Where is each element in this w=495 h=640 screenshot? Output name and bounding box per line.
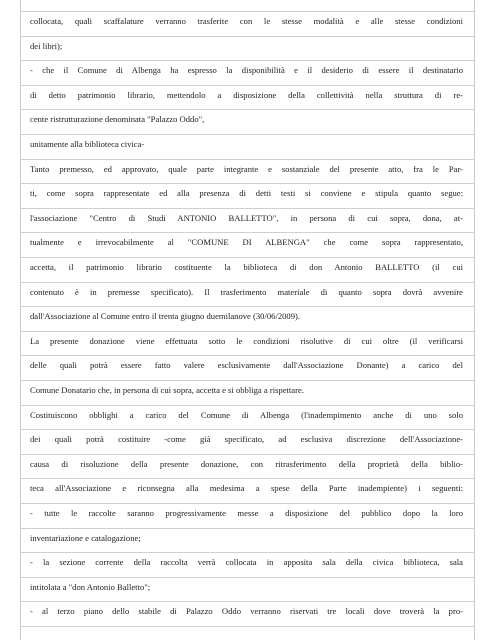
- rule-line: [20, 282, 475, 283]
- rule-line: [20, 478, 475, 479]
- text-line: dall'Associazione al Comune entro il trenta giugno duemilanove (30/06/2009).: [30, 311, 301, 322]
- text-line: accetta, il patrimonio librario costituente la biblioteca di don Antonio BALLETTO (il cui: [30, 262, 463, 272]
- rule-line: [20, 159, 475, 160]
- rule-line: [20, 109, 475, 110]
- rule-line: [20, 232, 475, 233]
- text-line: - al terzo piano dello stabile di Palazzo Oddo verranno riservati tre locali dove troverà la pro-: [30, 606, 463, 617]
- text-line: causa di risoluzione della presente donazione, con ritrasferimento della proprietà della biblio-: [30, 458, 463, 469]
- rule-line: [20, 454, 475, 455]
- text-line: dei libri);: [30, 40, 63, 51]
- text-line: tualmente e irrevocabilmente al "COMUNE DI ALBENGA" che come sopra rappresentato,: [30, 237, 463, 248]
- text-line: - che il Comune di Albenga ha espresso la disponibilità e il desiderio di essere il destinatario: [30, 65, 463, 76]
- rule-line: [20, 331, 475, 332]
- rule-line: [20, 183, 475, 184]
- rule-line: [20, 11, 475, 12]
- text-line: teca all'Associazione e riconsegna alla medesima a spese della Parte inadempiente) i seguenti:: [30, 483, 463, 494]
- rule-line: [20, 380, 475, 381]
- text-line: Comune Donatario che, in persona di cui sopra, accetta e si obbliga a rispettare.: [30, 385, 304, 395]
- rule-line: [20, 60, 475, 61]
- rule-line: [20, 503, 475, 504]
- text-line: l'associazione "Centro di Studi ANTONIO BALLETTO", in persona di cui sopra, dona, at-: [30, 212, 463, 223]
- left-margin-rule: [20, 0, 21, 640]
- text-line: di detto patrimonio librario, mettendolo a disposizione della collettività nella struttura di re-: [30, 89, 463, 100]
- right-margin-rule: [474, 0, 475, 640]
- text-line: La presente donazione viene effettuata sotto le condizioni risolutive di cui oltre (il verificarsi: [30, 335, 463, 346]
- rule-line: [20, 429, 475, 430]
- text-line: inventariazione e catalogazione;: [30, 532, 141, 543]
- text-line: Tanto premesso, ed approvato, quale parte integrante e sostanziale del presente atto, fra le Par-: [30, 163, 463, 174]
- text-line: - la sezione corrente della raccolta verrà collocata in apposita sala della civica biblioteca, sala: [30, 557, 463, 568]
- text-line: collocata, quali scaffalature verranno trasferite con le stesse modalità e alle stesse condizioni: [30, 16, 463, 26]
- rule-line: [20, 528, 475, 529]
- text-line: cente ristrutturazione denominata "Palazzo Oddo",: [30, 114, 205, 125]
- rule-line: [20, 601, 475, 602]
- rule-line: [20, 257, 475, 258]
- text-line: Costituiscono obblighi a carico del Comune di Albenga (l'inadempimento anche di uno solo: [30, 409, 463, 420]
- rule-line: [20, 577, 475, 578]
- rule-line: [20, 405, 475, 406]
- text-line: intitolata a "don Antonio Balletto";: [30, 581, 151, 592]
- rule-line: [20, 85, 475, 86]
- text-line: unitamente alla biblioteca civica-: [30, 139, 145, 149]
- text-line: ti, come sopra rappresentate ed alla presenza di detti testi si conviene e stipula quanto segue:: [30, 188, 463, 199]
- rule-line: [20, 355, 475, 356]
- text-line: dei quali potrà costituire -come già specificato, ad esclusiva discrezione dell'Associazione-: [30, 434, 463, 445]
- text-line: delle quali potrà essere fatto valere esclusivamente dall'Associazione Donante) a carico del: [30, 360, 463, 371]
- rule-line: [20, 552, 475, 553]
- text-line: - tutte le raccolte saranno progressivamente messe a disposizione del pubblico dopo la loro: [30, 508, 463, 518]
- rule-line: [20, 306, 475, 307]
- rule-line: [20, 626, 475, 627]
- text-line: contenuto è in premesse specificato). Il trasferimento materiale di quanto sopra dovrà avvenire: [30, 286, 463, 297]
- rule-line: [20, 134, 475, 135]
- rule-line: [20, 208, 475, 209]
- rule-line: [20, 36, 475, 37]
